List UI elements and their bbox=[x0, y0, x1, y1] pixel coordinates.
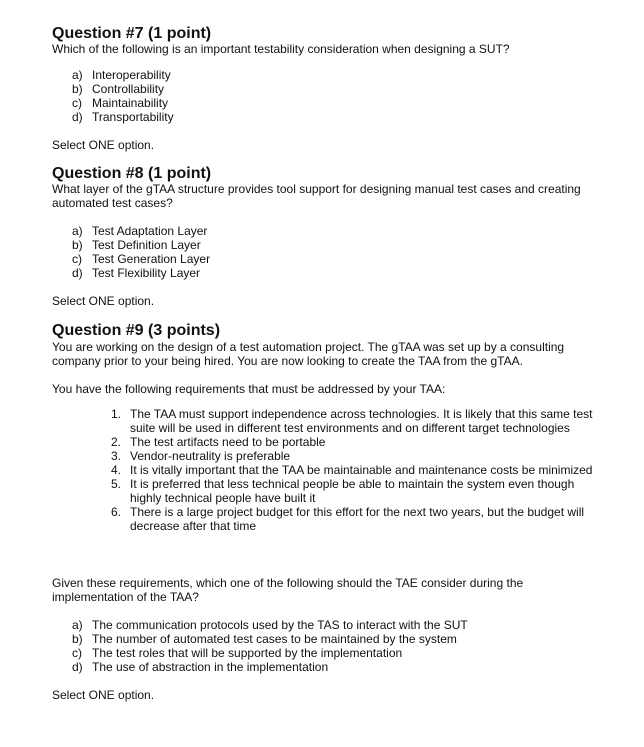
requirement-item: 6. There is a large project budget for this effort for the next two years, but the budget will decrease after that time bbox=[111, 505, 585, 533]
requirement-item: 5. It is preferred that less technical people be able to maintain the system even though highly technical people have built it bbox=[111, 477, 575, 505]
requirement-item: 4. It is vitally important that the TAA be maintainable and maintenance costs be minimized bbox=[111, 463, 593, 477]
question-9-intro: You are working on the design of a test automation project. The gTAA was set up by a consulting company prior to your being hired. You are now looking to create the TAA from the gTAA. bbox=[52, 340, 565, 368]
question-9-options bbox=[72, 618, 468, 674]
question-9-title: Question #9 (3 points) bbox=[52, 322, 221, 339]
question-8-text: What layer of the gTAA structure provides tool support for designing manual test cases and creating automated test cases? bbox=[52, 182, 581, 210]
option-d[interactable]: d) Transportability bbox=[72, 110, 174, 124]
question-7-text: Which of the following is an important testability consideration when designing a SUT? bbox=[52, 42, 510, 56]
requirement-item: 2. The test artifacts need to be portable bbox=[111, 435, 326, 449]
option-a[interactable]: a) Interoperability bbox=[72, 68, 171, 82]
option-c[interactable]: c) Maintainability bbox=[72, 96, 169, 110]
requirements-list bbox=[111, 407, 596, 533]
requirement-item: 1. The TAA must support independence across technologies. It is likely that this same test suite will be used in different test environments and on different target technologies bbox=[111, 407, 593, 435]
option-b[interactable]: b) Test Definition Layer bbox=[72, 238, 201, 252]
option-b[interactable]: b) The number of automated test cases to be maintained by the system bbox=[72, 632, 457, 646]
question-8-options bbox=[72, 224, 210, 280]
question-9-requirements-intro: You have the following requirements that must be addressed by your TAA: bbox=[52, 382, 446, 396]
option-b[interactable]: b) Controllability bbox=[72, 82, 165, 96]
option-c[interactable]: c) Test Generation Layer bbox=[72, 252, 211, 266]
question-9-text: Given these requirements, which one of the following should the TAE consider during the implementation of the TAA? bbox=[52, 576, 524, 604]
option-a[interactable]: a) Test Adaptation Layer bbox=[72, 224, 208, 238]
option-d[interactable]: d) The use of abstraction in the implementation bbox=[72, 660, 329, 674]
option-c[interactable]: c) The test roles that will be supported by the implementation bbox=[72, 646, 403, 660]
option-a[interactable]: a) The communication protocols used by the TAS to interact with the SUT bbox=[72, 618, 468, 632]
question-8-title: Question #8 (1 point) bbox=[52, 165, 212, 182]
question-7-instruction: Select ONE option. bbox=[52, 138, 155, 152]
question-7-title: Question #7 (1 point) bbox=[52, 25, 212, 42]
option-d[interactable]: d) Test Flexibility Layer bbox=[72, 266, 201, 280]
question-9-instruction: Select ONE option. bbox=[52, 688, 155, 702]
question-8-instruction: Select ONE option. bbox=[52, 294, 155, 308]
requirement-item: 3. Vendor-neutrality is preferable bbox=[111, 449, 291, 463]
question-7-options bbox=[72, 68, 174, 124]
